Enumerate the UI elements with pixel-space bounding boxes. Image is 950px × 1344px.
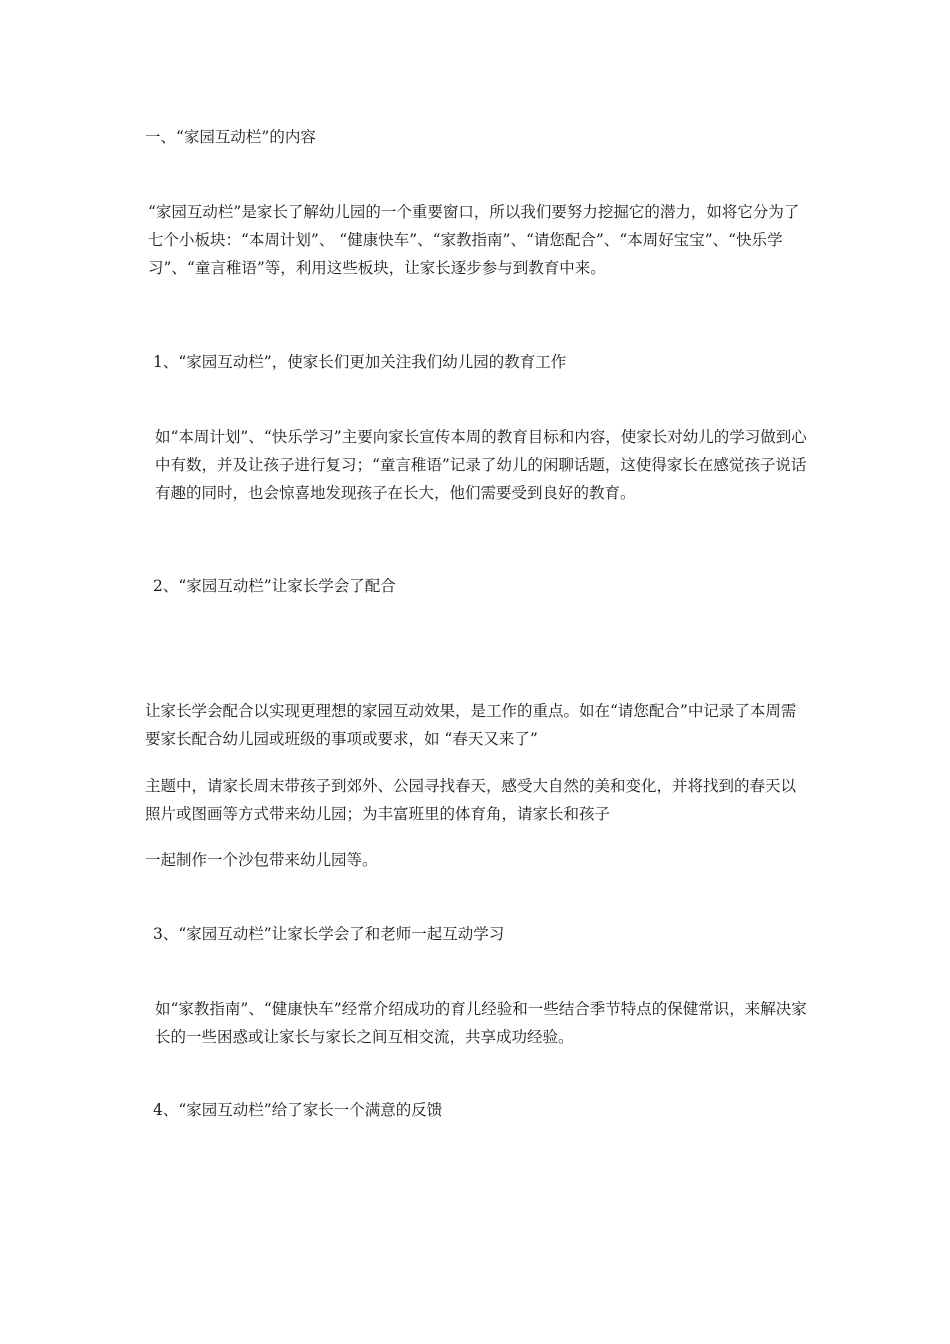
section2-title: 2、“家园互动栏”让家长学会了配合: [153, 577, 396, 595]
section3-title: 3、“家园互动栏”让家长学会了和老师一起互动学习: [153, 925, 505, 943]
section2-body-a: 让家长学会配合以实现更理想的家园互动效果，是工作的重点。如在“请您配合”中记录了本周需要家长配合幼儿园或班级的事项或要求，如 “春天又来了”: [145, 702, 797, 748]
section4-title: 4、“家园互动栏”给了家长一个满意的反馈: [153, 1101, 443, 1119]
section2-body-c: 一起制作一个沙包带来幼儿园等。: [145, 851, 378, 869]
section3-body: 如“家教指南”、“健康快车”经常介绍成功的育儿经验和一些结合季节特点的保健常识，来解决家长的一些困惑或让家长与家长之间互相交流，共享成功经验。: [155, 1000, 807, 1046]
intro-paragraph: “家园互动栏”是家长了解幼儿园的一个重要窗口，所以我们要努力挖掘它的潜力，如将它分为了七个小板块：“本周计划”、 “健康快车”、“家教指南”、“请您配合”、“本周好宝宝”、“快乐学习”、“童言稚语”等，利用这些板块，让家长逐步参与到教育中来。: [148, 203, 800, 277]
section2-body-b: 主题中，请家长周末带孩子到郊外、公园寻找春天，感受大自然的美和变化，并将找到的春天以照片或图画等方式带来幼儿园；为丰富班里的体育角，请家长和孩子: [145, 777, 797, 823]
section1-body: 如“本周计划”、“快乐学习”主要向家长宣传本周的教育目标和内容，使家长对幼儿的学习做到心中有数，并及让孩子进行复习；“童言稚语”记录了幼儿的闲聊话题，这使得家长在感觉孩子说话有趣的同时，也会惊喜地发现孩子在长大，他们需要受到良好的教育。: [155, 428, 807, 502]
section1-title: 1、“家园互动栏”，使家长们更加关注我们幼儿园的教育工作: [153, 353, 567, 371]
heading: 一、“家园互动栏”的内容: [145, 128, 316, 146]
